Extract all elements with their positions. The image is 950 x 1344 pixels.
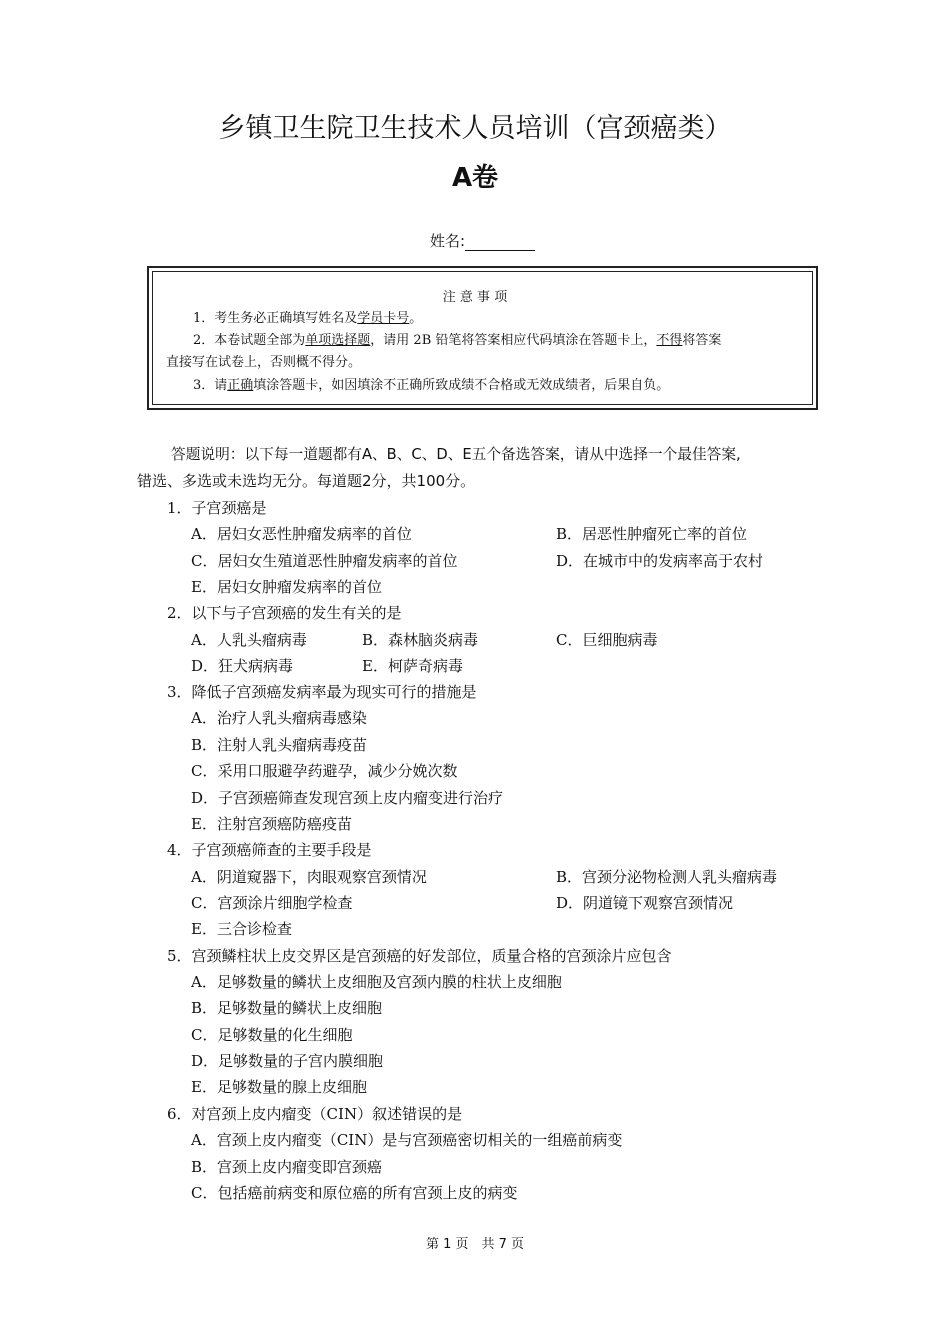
option-d[interactable]: D．在城市中的发病率高于农村	[556, 552, 764, 570]
option-c[interactable]: C．巨细胞病毒	[556, 631, 658, 649]
option-b[interactable]: B．森林脑炎病毒	[362, 631, 479, 649]
question-stem: 1．子宫颈癌是	[167, 499, 267, 517]
option-c[interactable]: C．宫颈涂片细胞学检查	[191, 894, 353, 912]
notice-item-3	[193, 374, 669, 393]
question-stem: 2．以下与子宫颈癌的发生有关的是	[167, 604, 402, 622]
instructions-line-2: 错选、多选或未选均无分。每道题2分，共100分。	[137, 472, 476, 490]
notice-item-1-text: 1．考生务必正确填写姓名及	[193, 311, 358, 326]
notice-item-3-underline: 正确	[227, 378, 254, 393]
option-b[interactable]: B．注射人乳头瘤病毒疫苗	[191, 736, 368, 754]
option-a[interactable]: A．人乳头瘤病毒	[191, 631, 307, 649]
question-stem: 6．对宫颈上皮内瘤变（CIN）叙述错误的是	[167, 1105, 463, 1123]
notice-item-2	[193, 329, 721, 348]
option-b[interactable]: B．居恶性肿瘤死亡率的首位	[556, 525, 748, 543]
paper-version: A卷	[451, 163, 499, 193]
option-d[interactable]: D．阴道镜下观察宫颈情况	[556, 894, 734, 912]
option-c[interactable]: C．足够数量的化生细胞	[191, 1026, 353, 1044]
notice-item-3-text: 3．请	[193, 378, 228, 393]
notice-item-2-underline-2: 不得	[656, 333, 683, 348]
option-e[interactable]: E．足够数量的腺上皮细胞	[191, 1078, 367, 1096]
option-d[interactable]: D．子宫颈癌筛查发现宫颈上皮内瘤变进行治疗	[191, 789, 504, 807]
option-a[interactable]: A．居妇女恶性肿瘤发病率的首位	[191, 525, 412, 543]
name-label: 姓名:	[430, 232, 466, 250]
notice-item-2-end: 将答案	[682, 333, 722, 348]
question-stem: 4．子宫颈癌筛查的主要手段是	[167, 841, 372, 859]
option-c[interactable]: C．采用口服避孕药避孕，减少分娩次数	[191, 762, 458, 780]
page-title: 乡镇卫生院卫生技术人员培训（宫颈癌类）	[218, 113, 732, 144]
option-d[interactable]: D．足够数量的子宫内膜细胞	[191, 1052, 384, 1070]
option-b[interactable]: B．足够数量的鳞状上皮细胞	[191, 999, 383, 1017]
notice-item-1	[193, 307, 422, 326]
name-field[interactable]	[430, 230, 535, 251]
option-e[interactable]: E．注射宫颈癌防癌疫苗	[191, 815, 352, 833]
instructions-line-1: 答题说明：以下每一道题都有A、B、C、D、E五个备选答案，请从中选择一个最佳答案,	[171, 446, 741, 463]
option-e[interactable]: E．柯萨奇病毒	[362, 657, 463, 675]
name-blank-line[interactable]	[465, 232, 535, 251]
option-a[interactable]: A．宫颈上皮内瘤变（CIN）是与宫颈癌密切相关的一组癌前病变	[191, 1131, 623, 1149]
notice-item-1-underline: 学员卡号	[357, 311, 410, 326]
notice-item-2-text: 2．本卷试题全部为	[193, 333, 306, 348]
option-a[interactable]: A．足够数量的鳞状上皮细胞及宫颈内膜的柱状上皮细胞	[191, 973, 562, 991]
option-a[interactable]: A．治疗人乳头瘤病毒感染	[191, 709, 367, 727]
notice-heading: 注 意 事 项	[442, 290, 508, 305]
question-stem: 5．宫颈鳞柱状上皮交界区是宫颈癌的好发部位，质量合格的宫颈涂片应包含	[167, 947, 672, 965]
option-e[interactable]: E．居妇女肿瘤发病率的首位	[191, 578, 382, 596]
option-c[interactable]: C．包括癌前病变和原位癌的所有宫颈上皮的病变	[191, 1184, 518, 1202]
notice-item-2-underline-1: 单项选择题	[305, 333, 371, 348]
question-stem: 3．降低子宫颈癌发病率最为现实可行的措施是	[167, 683, 477, 701]
option-b[interactable]: B．宫颈上皮内瘤变即宫颈癌	[191, 1158, 383, 1176]
notice-item-2-mid: ，请用 2B 铅笔将答案相应代码填涂在答题卡上，	[370, 333, 657, 348]
option-c[interactable]: C．居妇女生殖道恶性肿瘤发病率的首位	[191, 552, 458, 570]
option-b[interactable]: B．宫颈分泌物检测人乳头瘤病毒	[556, 868, 778, 886]
option-d[interactable]: D．狂犬病病毒	[191, 657, 294, 675]
notice-item-3-end: 填涂答题卡，如因填涂不正确所致成绩不合格或无效成绩者，后果自负。	[253, 378, 670, 393]
notice-item-1-end: 。	[409, 311, 423, 326]
option-e[interactable]: E．三合诊检查	[191, 920, 292, 938]
option-a[interactable]: A．阴道窥器下，肉眼观察宫颈情况	[191, 868, 427, 886]
notice-item-2-line-2: 直接写在试卷上，否则概不得分。	[166, 355, 362, 370]
page-number: 第 1 页 共 7 页	[425, 1237, 525, 1252]
